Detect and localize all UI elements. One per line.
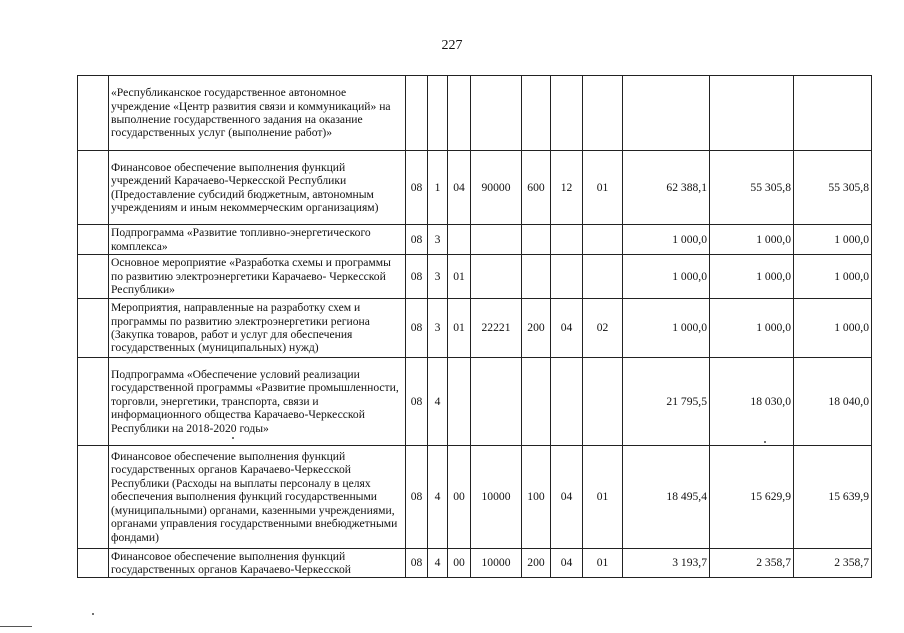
row-number-cell bbox=[78, 358, 109, 446]
code-event: 04 bbox=[448, 151, 471, 225]
page-edge-line bbox=[0, 626, 32, 627]
row-name: Финансовое обеспечение выполнения функций государственных органов Карачаево-Черкесской bbox=[109, 549, 406, 578]
row-name: Мероприятия, направленные на разработку схем и программы по развитию электроэнергетики региона (Закупка товаров, работ и услуг для обеспечения государственных (муниципальных) нужд) bbox=[109, 299, 406, 358]
table-row bbox=[78, 76, 872, 151]
code-expense-type bbox=[522, 255, 551, 299]
code-direction: 22221 bbox=[471, 299, 522, 358]
table-row bbox=[78, 358, 872, 446]
code-section bbox=[406, 76, 428, 151]
code-division: 12 bbox=[551, 151, 583, 225]
sum-year-2: 55 305,8 bbox=[710, 151, 794, 225]
row-number-cell bbox=[78, 225, 109, 255]
code-subdivision bbox=[583, 358, 623, 446]
table-row bbox=[78, 549, 872, 578]
sum-year-3 bbox=[794, 76, 872, 151]
sum-year-2: 1 000,0 bbox=[710, 299, 794, 358]
code-event bbox=[448, 358, 471, 446]
code-expense-type: 200 bbox=[522, 549, 551, 578]
code-division bbox=[551, 76, 583, 151]
code-subdivision: 02 bbox=[583, 299, 623, 358]
row-name: Подпрограмма «Развитие топливно-энергетического комплекса» bbox=[109, 225, 406, 255]
code-division: 04 bbox=[551, 549, 583, 578]
table-row bbox=[78, 255, 872, 299]
code-expense-type: 600 bbox=[522, 151, 551, 225]
code-event: 00 bbox=[448, 549, 471, 578]
code-section: 08 bbox=[406, 299, 428, 358]
code-expense-type: 200 bbox=[522, 299, 551, 358]
sum-year-1: 1 000,0 bbox=[623, 299, 710, 358]
sum-year-2: 2 358,7 bbox=[710, 549, 794, 578]
sum-year-2: 1 000,0 bbox=[710, 225, 794, 255]
code-expense-type: 100 bbox=[522, 446, 551, 549]
sum-year-3: 55 305,8 bbox=[794, 151, 872, 225]
code-direction: 10000 bbox=[471, 446, 522, 549]
sum-year-3: 2 358,7 bbox=[794, 549, 872, 578]
code-subdivision: 01 bbox=[583, 151, 623, 225]
code-expense-type bbox=[522, 76, 551, 151]
sum-year-3: 18 040,0 bbox=[794, 358, 872, 446]
row-name: «Республиканское государственное автономное учреждение «Центр развития связи и коммуникаций» на выполнение государственного задания на оказание государственных услуг (выполнение работ)» bbox=[109, 76, 406, 151]
table-row bbox=[78, 446, 872, 549]
row-name: Финансовое обеспечение выполнения функций государственных органов Карачаево-Черкесской Республики (Расходы на выплаты персоналу в целях обеспечения выполнения функций государственными (муниципальными) органами, казенными учреждениями, органами управления государственными внебюджетными фондами) bbox=[109, 446, 406, 549]
code-subdivision: 01 bbox=[583, 446, 623, 549]
code-division: 04 bbox=[551, 446, 583, 549]
code-subdivision: 01 bbox=[583, 549, 623, 578]
code-subdivision bbox=[583, 225, 623, 255]
code-section: 08 bbox=[406, 549, 428, 578]
sum-year-2 bbox=[710, 76, 794, 151]
code-section: 08 bbox=[406, 255, 428, 299]
scan-speck bbox=[232, 437, 234, 439]
sum-year-3: 15 639,9 bbox=[794, 446, 872, 549]
table-row bbox=[78, 151, 872, 225]
sum-year-2: 1 000,0 bbox=[710, 255, 794, 299]
code-subprogram: 3 bbox=[428, 225, 448, 255]
code-subprogram: 3 bbox=[428, 255, 448, 299]
code-subprogram: 4 bbox=[428, 549, 448, 578]
code-section: 08 bbox=[406, 151, 428, 225]
row-name: Финансовое обеспечение выполнения функций учреждений Карачаево-Черкесской Республики (Предоставление субсидий бюджетным, автономным учреждениям и иным некоммерческим организациям) bbox=[109, 151, 406, 225]
code-subprogram: 4 bbox=[428, 358, 448, 446]
code-division bbox=[551, 225, 583, 255]
code-section: 08 bbox=[406, 225, 428, 255]
code-expense-type bbox=[522, 225, 551, 255]
code-subprogram: 4 bbox=[428, 446, 448, 549]
code-event: 00 bbox=[448, 446, 471, 549]
code-section: 08 bbox=[406, 358, 428, 446]
sum-year-3: 1 000,0 bbox=[794, 225, 872, 255]
code-event bbox=[448, 225, 471, 255]
sum-year-1: 3 193,7 bbox=[623, 549, 710, 578]
table-row bbox=[78, 299, 872, 358]
table-row bbox=[78, 225, 872, 255]
code-direction bbox=[471, 255, 522, 299]
scan-speck bbox=[92, 613, 94, 615]
code-division: 04 bbox=[551, 299, 583, 358]
code-subprogram: 3 bbox=[428, 299, 448, 358]
sum-year-1: 1 000,0 bbox=[623, 225, 710, 255]
sum-year-3: 1 000,0 bbox=[794, 255, 872, 299]
row-name: Основное мероприятие «Разработка схемы и программы по развитию электроэнергетики Карачаево- Черкесской Республики» bbox=[109, 255, 406, 299]
sum-year-1: 18 495,4 bbox=[623, 446, 710, 549]
row-number-cell bbox=[78, 549, 109, 578]
row-number-cell bbox=[78, 255, 109, 299]
page-number: 227 bbox=[441, 38, 463, 53]
code-expense-type bbox=[522, 358, 551, 446]
code-direction bbox=[471, 358, 522, 446]
code-direction: 90000 bbox=[471, 151, 522, 225]
code-subprogram: 1 bbox=[428, 151, 448, 225]
code-event: 01 bbox=[448, 299, 471, 358]
row-number-cell bbox=[78, 151, 109, 225]
sum-year-1: 21 795,5 bbox=[623, 358, 710, 446]
code-division bbox=[551, 255, 583, 299]
code-section: 08 bbox=[406, 446, 428, 549]
code-event: 01 bbox=[448, 255, 471, 299]
code-direction bbox=[471, 76, 522, 151]
sum-year-1 bbox=[623, 76, 710, 151]
sum-year-1: 1 000,0 bbox=[623, 255, 710, 299]
code-direction bbox=[471, 225, 522, 255]
sum-year-2: 15 629,9 bbox=[710, 446, 794, 549]
sum-year-3: 1 000,0 bbox=[794, 299, 872, 358]
code-subdivision bbox=[583, 76, 623, 151]
code-division bbox=[551, 358, 583, 446]
code-subdivision bbox=[583, 255, 623, 299]
code-direction: 10000 bbox=[471, 549, 522, 578]
code-event bbox=[448, 76, 471, 151]
sum-year-2: 18 030,0 bbox=[710, 358, 794, 446]
row-number-cell bbox=[78, 299, 109, 358]
sum-year-1: 62 388,1 bbox=[623, 151, 710, 225]
row-number-cell bbox=[78, 446, 109, 549]
scan-speck bbox=[764, 441, 766, 443]
row-number-cell bbox=[78, 76, 109, 151]
row-name: Подпрограмма «Обеспечение условий реализации государственной программы «Развитие промышленности, торговли, энергетики, транспорта, связи и информационного общества Карачаево-Черкесской Республики на 2018-2020 годы» bbox=[109, 358, 406, 446]
budget-table bbox=[77, 75, 872, 578]
code-subprogram bbox=[428, 76, 448, 151]
